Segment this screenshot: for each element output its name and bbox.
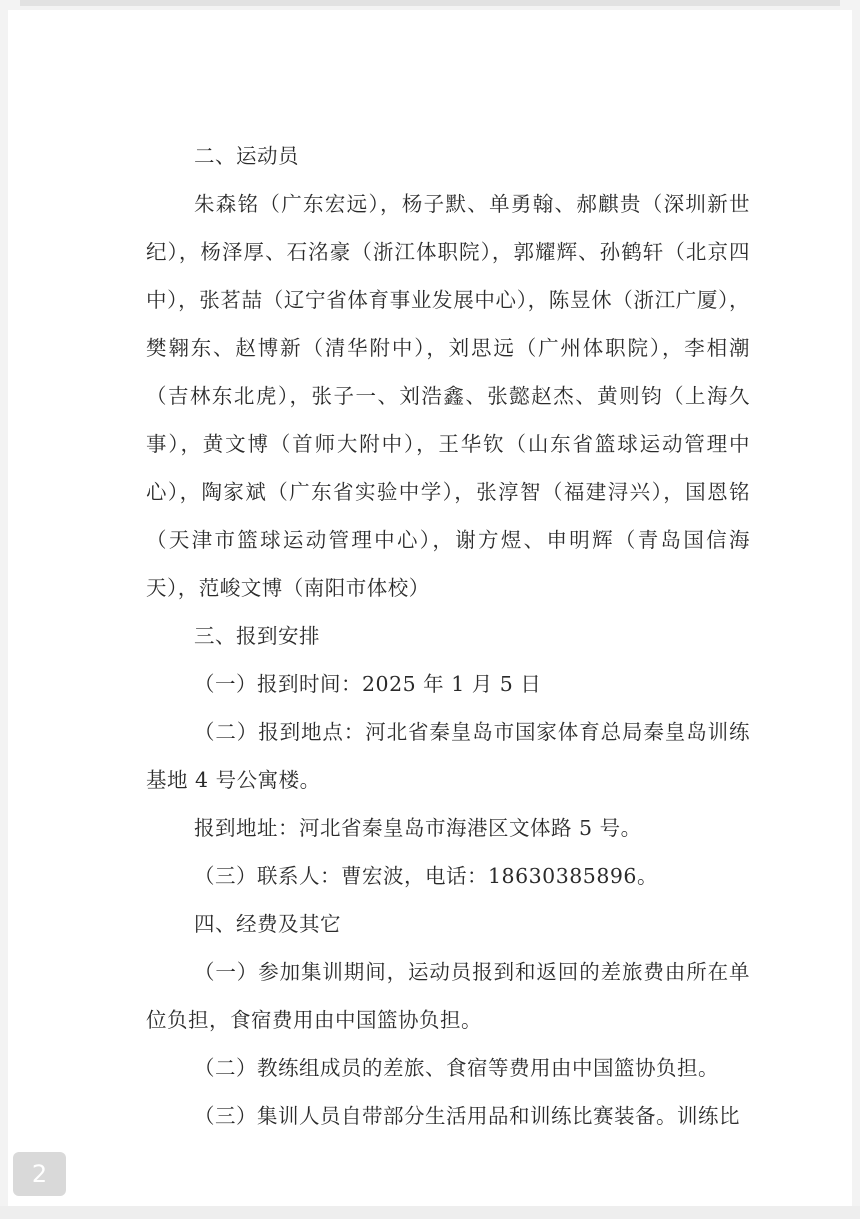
athlete-list-paragraph: 朱森铭（广东宏远），杨子默、单勇翰、郝麒贵（深圳新世纪），杨泽厚、石洺豪（浙江体职院），郭耀辉、孙鹤轩（北京四中），张茗喆（辽宁省体育事业发展中心），陈昱休（浙江广厦），樊翱东、赵博新（清华附中），刘思远（广州体职院），李相潮（吉林东北虎），张子一、刘浩鑫、张懿赵杰、黄则钧（上海久事），黄文博（首师大附中），王华钦（山东省篮球运动管理中心），陶家斌（广东省实验中学），张淳智（福建浔兴），国恩铭（天津市篮球运动管理中心），谢方煜、申明辉（青岛国信海天），范峻文博（南阳市体校） [146, 192, 750, 600]
expenses-item-1: （一）参加集训期间，运动员报到和返回的差旅费由所在单位负担，食宿费用由中国篮协负担。 [146, 960, 750, 1032]
document-body [146, 132, 750, 1140]
contact-person: （三）联系人：曹宏波，电话：18630385896。 [194, 864, 658, 888]
document-page [8, 10, 852, 1206]
page-bottom-band [0, 1206, 860, 1219]
heading-athletes: 二、运动员 [194, 144, 299, 168]
expenses-item-2: （二）教练组成员的差旅、食宿等费用由中国篮协负担。 [194, 1056, 719, 1080]
registration-time: （一）报到时间：2025 年 1 月 5 日 [194, 672, 542, 696]
expenses-item-3: （三）集训人员自带部分生活用品和训练比赛装备。训练比 [194, 1104, 740, 1128]
registration-place: （二）报到地点：河北省秦皇岛市国家体育总局秦皇岛训练基地 4 号公寓楼。 [146, 720, 750, 792]
heading-registration: 三、报到安排 [194, 624, 320, 648]
page-number-badge: 2 [13, 1152, 66, 1196]
heading-expenses: 四、经费及其它 [194, 912, 341, 936]
page-top-edge [20, 0, 840, 6]
registration-address: 报到地址：河北省秦皇岛市海港区文体路 5 号。 [194, 816, 642, 840]
